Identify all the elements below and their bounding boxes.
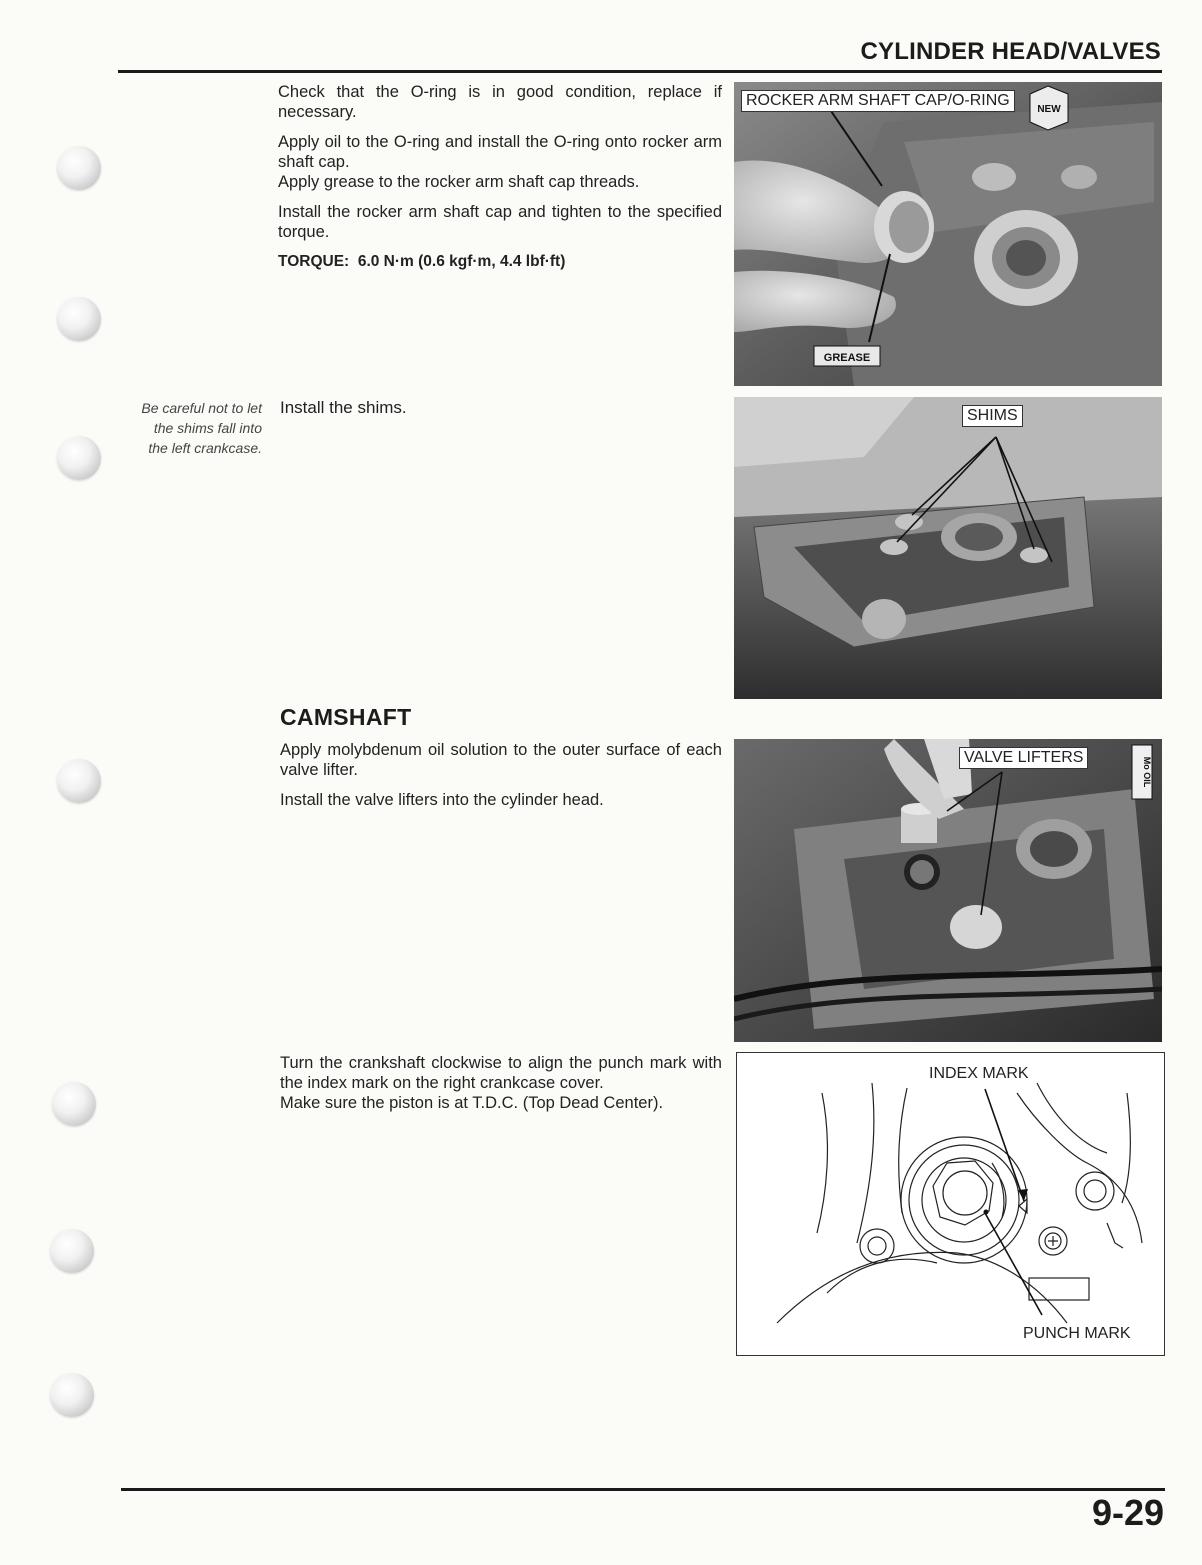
- binder-hole: [57, 297, 101, 341]
- page-number: 9-29: [1091, 1492, 1164, 1533]
- mo-oil-badge: Mo OIL: [1142, 756, 1152, 788]
- grease-badge: GREASE: [823, 352, 871, 364]
- camshaft-instructions: [280, 740, 722, 820]
- shims-photo: [734, 397, 1162, 699]
- o-ring-oil-text: Apply oil to the O-ring and install the O-ring onto rocker arm shaft cap.: [278, 133, 722, 171]
- shims-caution-note: [100, 398, 262, 458]
- timing-mark-diagram: [736, 1052, 1165, 1356]
- camshaft-heading: CAMSHAFT: [280, 704, 412, 730]
- caution-line: the shims fall into: [153, 420, 262, 436]
- valve-lifters-label: VALVE LIFTERS: [959, 747, 1088, 769]
- o-ring-instructions: [278, 82, 722, 282]
- timing-mark-illustration: [737, 1053, 1164, 1355]
- moly-oil-text: Apply molybdenum oil solution to the outer surface of each valve lifter.: [280, 741, 722, 779]
- grease-text: Apply grease to the rocker arm shaft cap threads.: [278, 173, 640, 191]
- valve-lifters-illustration: [734, 739, 1162, 1042]
- rocker-arm-cap-photo: [734, 82, 1162, 386]
- binder-hole: [57, 759, 101, 803]
- binder-hole: [57, 436, 101, 480]
- install-shims-text: Install the shims.: [280, 398, 407, 417]
- caution-line: Be careful not to let: [141, 400, 262, 416]
- tdc-instructions: [280, 1053, 722, 1123]
- binder-hole: [57, 146, 101, 190]
- binder-hole: [52, 1082, 96, 1126]
- header-rule: [118, 70, 1162, 73]
- shims-label: SHIMS: [962, 405, 1023, 427]
- shims-illustration: [734, 397, 1162, 699]
- footer-rule: [121, 1488, 1165, 1491]
- torque-spec: [278, 252, 722, 272]
- binder-hole: [50, 1229, 94, 1273]
- valve-lifters-photo: [734, 739, 1162, 1042]
- page-header-title: CYLINDER HEAD/VALVES: [860, 38, 1161, 65]
- caution-line: the left crankcase.: [148, 440, 262, 456]
- torque-label: TORQUE:: [278, 253, 350, 270]
- torque-value: 6.0 N·m (0.6 kgf·m, 4.4 lbf·ft): [357, 253, 566, 270]
- binder-hole: [50, 1373, 94, 1417]
- rocker-arm-cap-label: ROCKER ARM SHAFT CAP/O-RING: [741, 90, 1015, 112]
- tdc-check-text: Make sure the piston is at T.D.C. (Top Dead Center).: [280, 1094, 664, 1112]
- punch-mark-label: PUNCH MARK: [1023, 1325, 1131, 1342]
- rocker-arm-cap-illustration: [734, 82, 1162, 386]
- install-lifters-text: Install the valve lifters into the cylinder head.: [280, 791, 604, 809]
- crankshaft-turn-text: Turn the crankshaft clockwise to align the punch mark with the index mark on the right crankcase cover.: [280, 1054, 722, 1092]
- install-cap-text: Install the rocker arm shaft cap and tighten to the specified torque.: [278, 203, 722, 241]
- o-ring-check-text: Check that the O-ring is in good condition, replace if necessary.: [278, 83, 722, 121]
- new-part-badge: NEW: [1037, 104, 1061, 115]
- index-mark-label: INDEX MARK: [929, 1065, 1029, 1082]
